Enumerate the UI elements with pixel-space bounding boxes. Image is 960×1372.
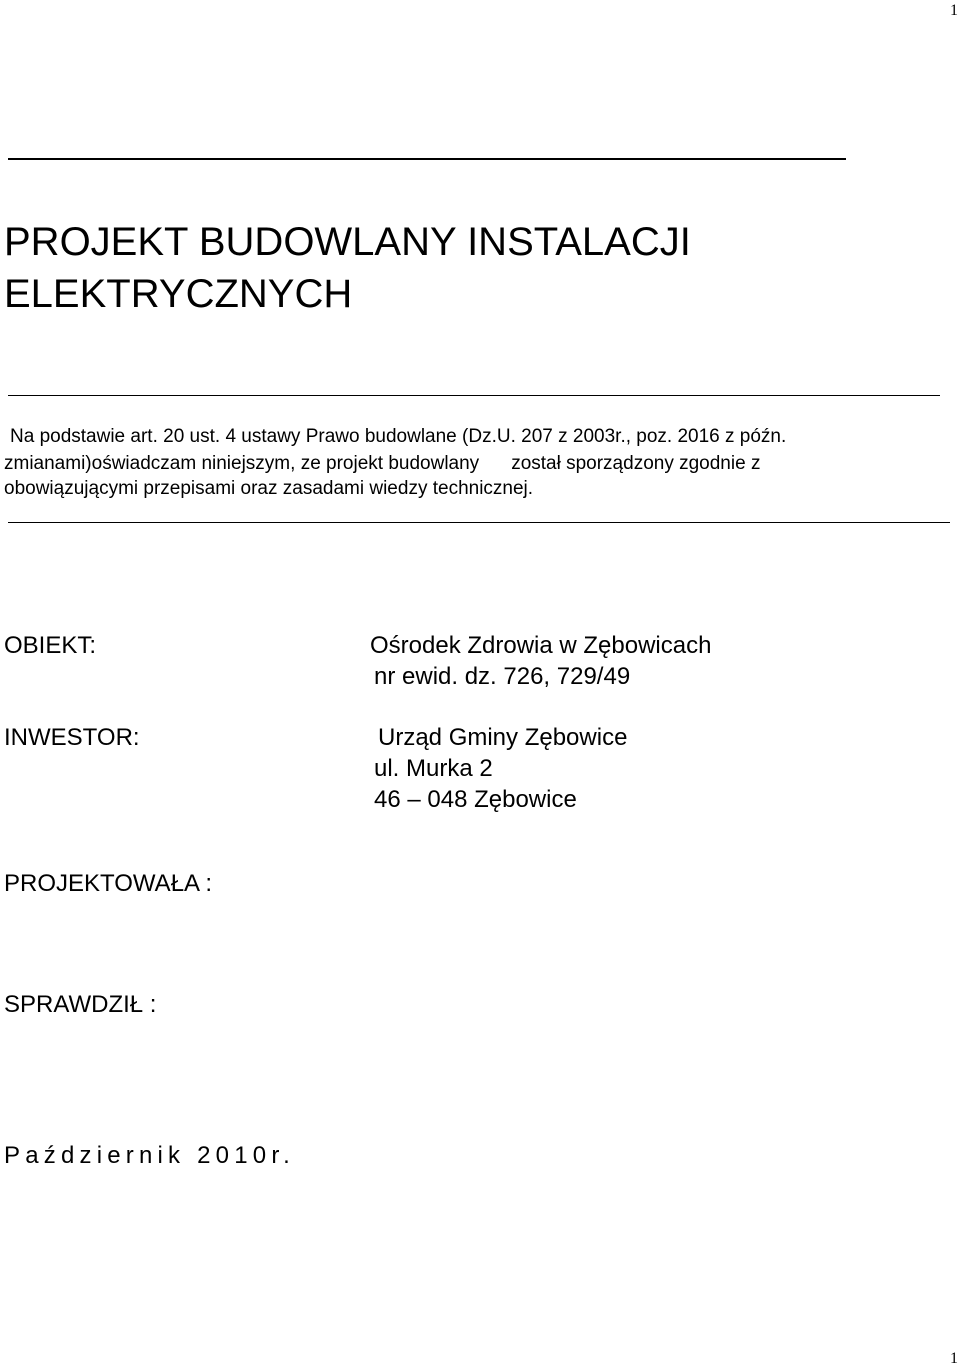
statement-line-2 bbox=[4, 452, 760, 476]
projektowala-label: PROJEKTOWAŁA : bbox=[4, 870, 213, 897]
document-title-line-2: ELEKTRYCZNYCH bbox=[4, 272, 353, 316]
middle-divider bbox=[8, 395, 940, 396]
inwestor-postal-city: 46 – 048 Zębowice bbox=[374, 786, 577, 813]
document-title-line-1: PROJEKT BUDOWLANY INSTALACJI bbox=[4, 220, 691, 264]
page-number-bottom: 1 bbox=[950, 1350, 958, 1367]
obiekt-label: OBIEKT: bbox=[4, 632, 97, 659]
sprawdzil-label: SPRAWDZIŁ : bbox=[4, 991, 157, 1018]
inwestor-street: ul. Murka 2 bbox=[374, 755, 493, 782]
inwestor-label: INWESTOR: bbox=[4, 724, 140, 751]
top-divider bbox=[8, 158, 846, 160]
document-date: Październik 2010r. bbox=[4, 1142, 296, 1169]
obiekt-name: Ośrodek Zdrowia w Zębowicach bbox=[370, 632, 712, 659]
page-number-top: 1 bbox=[950, 2, 958, 19]
statement-line-1: Na podstawie art. 20 ust. 4 ustawy Prawo budowlane (Dz.U. 207 z 2003r., poz. 2016 z późn. bbox=[10, 426, 787, 447]
statement-line-3: obowiązującymi przepisami oraz zasadami wiedzy technicznej. bbox=[4, 478, 534, 499]
statement-line-2-part-a: zmianami)oświadczam niniejszym, ze projekt budowlany bbox=[4, 453, 480, 474]
bottom-divider bbox=[8, 522, 950, 523]
obiekt-parcel: nr ewid. dz. 726, 729/49 bbox=[374, 663, 631, 690]
inwestor-name: Urząd Gminy Zębowice bbox=[378, 724, 628, 751]
statement-line-2-part-b: został sporządzony zgodnie z bbox=[511, 453, 761, 474]
